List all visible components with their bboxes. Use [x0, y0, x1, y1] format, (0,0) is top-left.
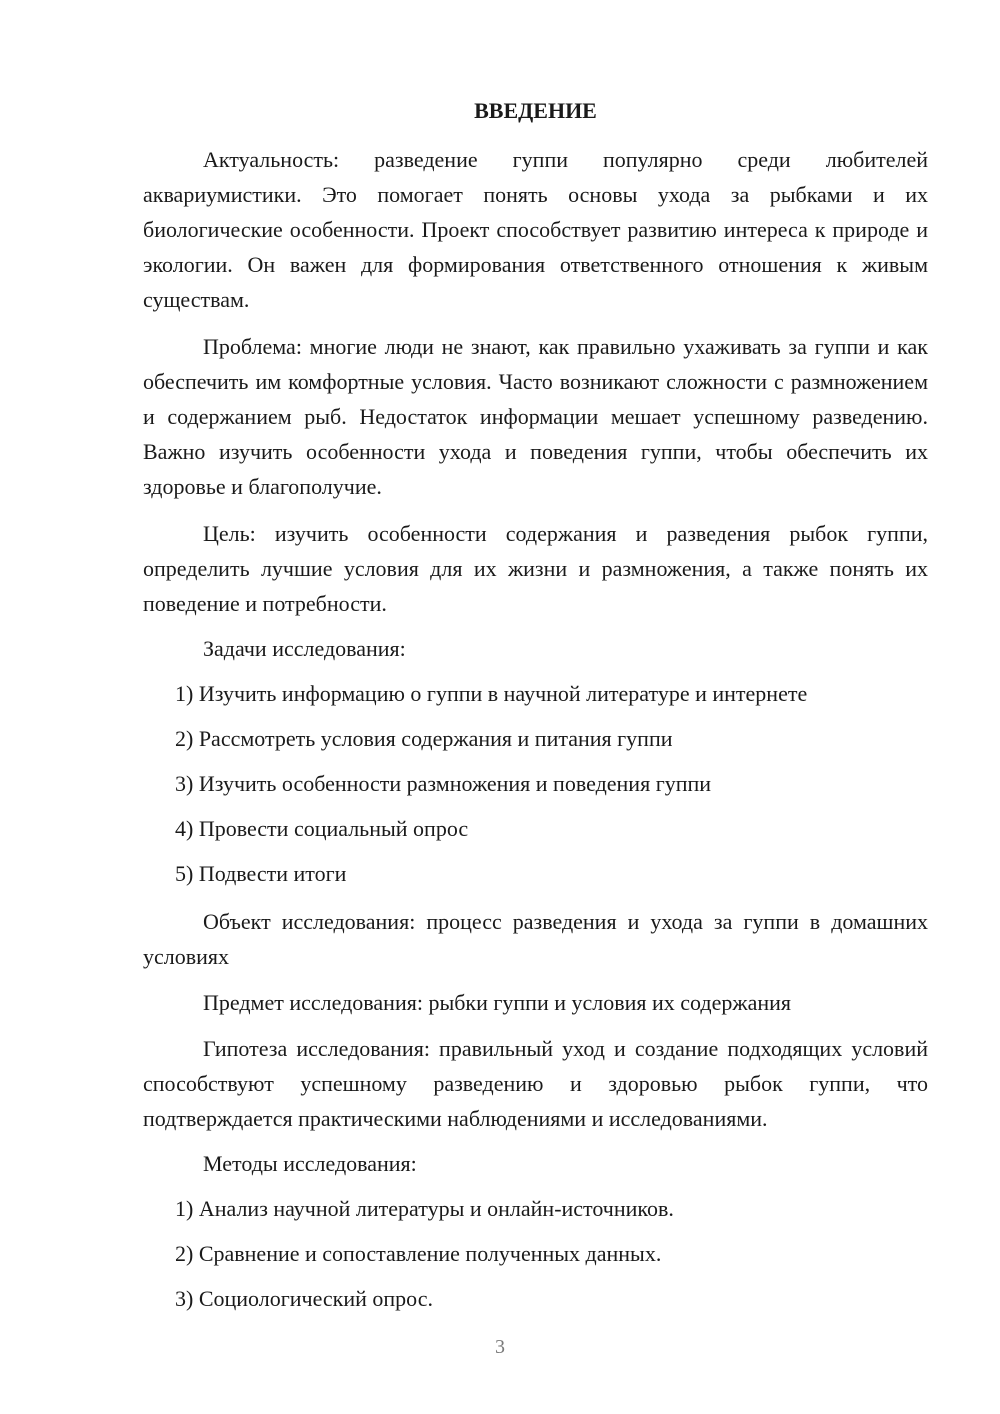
methods-heading: Методы исследования:: [203, 1151, 417, 1176]
problem-paragraph: Проблема: многие люди не знают, как правильно ухаживать за гуппи и как обеспечить им комфортные условия. Часто возникают сложности с размножением и содержанием рыб. Недостаток информации мешает успешному разведению. Важно изучить особенности ухода и поведения гуппи, чтобы обеспечить их здоровье и благополучие.: [143, 334, 928, 499]
method-item: 2) Сравнение и сопоставление полученных данных.: [175, 1241, 662, 1266]
task-item: 2) Рассмотреть условия содержания и питания гуппи: [175, 726, 673, 751]
object-paragraph: Объект исследования: процесс разведения и ухода за гуппи в домашних условиях: [143, 909, 928, 969]
goal-paragraph: Цель: изучить особенности содержания и разведения рыбок гуппи, определить лучшие условия для их жизни и размножения, а также понять их поведение и потребности.: [143, 521, 928, 616]
method-item: 3) Социологический опрос.: [175, 1286, 433, 1311]
task-item: 1) Изучить информацию о гуппи в научной литературе и интернете: [175, 681, 808, 706]
task-item: 5) Подвести итоги: [175, 861, 347, 886]
tasks-list: [143, 676, 928, 891]
task-item: 4) Провести социальный опрос: [175, 816, 469, 841]
relevance-paragraph: Актуальность: разведение гуппи популярно среди любителей аквариумистики. Это помогает понять основы ухода за рыбками и их биологические особенности. Проект способствует развитию интереса к природе и экологии. Он важен для формирования ответственного отношения к живым существам.: [143, 147, 928, 312]
task-item: 3) Изучить особенности размножения и поведения гуппи: [175, 771, 712, 796]
page-title: ВВЕДЕНИЕ: [474, 98, 597, 123]
tasks-heading: Задачи исследования:: [203, 636, 406, 661]
page-number: 3: [495, 1336, 505, 1358]
subject-paragraph: Предмет исследования: рыбки гуппи и условия их содержания: [203, 990, 792, 1015]
methods-list: [143, 1191, 928, 1316]
method-item: 1) Анализ научной литературы и онлайн-источников.: [175, 1196, 674, 1221]
hypothesis-paragraph: Гипотеза исследования: правильный уход и создание подходящих условий способствуют успешному разведению и здоровью рыбок гуппи, что подтверждается практическими наблюдениями и исследованиями.: [143, 1036, 928, 1131]
